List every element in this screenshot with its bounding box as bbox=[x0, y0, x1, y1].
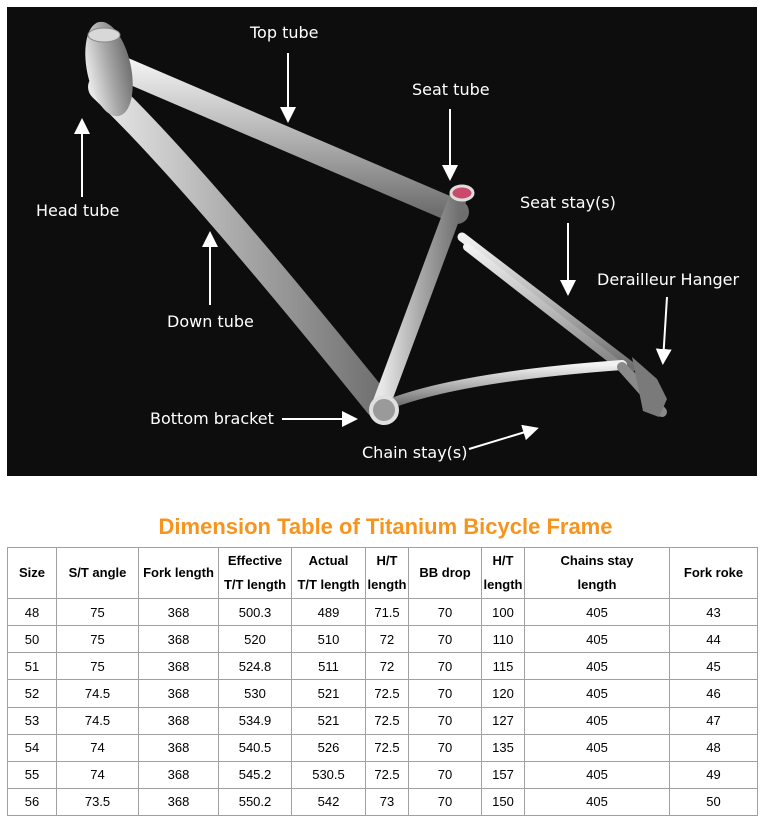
table-cell: 74 bbox=[57, 761, 139, 788]
table-cell: 368 bbox=[139, 761, 219, 788]
table-cell: 46 bbox=[670, 680, 758, 707]
table-cell: 127 bbox=[482, 707, 525, 734]
column-header-line: S/T angle bbox=[68, 565, 127, 580]
column-header-line: T/T length bbox=[223, 577, 287, 592]
column-header-line: Chains stay bbox=[560, 553, 634, 568]
table-cell: 115 bbox=[482, 653, 525, 680]
table-cell: 405 bbox=[525, 653, 670, 680]
table-body bbox=[8, 599, 758, 816]
table-cell: 47 bbox=[670, 707, 758, 734]
table-cell: 51 bbox=[8, 653, 57, 680]
titanium-frame-illustration bbox=[7, 7, 757, 476]
table-cell: 489 bbox=[292, 599, 366, 626]
label-seat-stays: Seat stay(s) bbox=[520, 193, 616, 212]
table-cell: 540.5 bbox=[219, 734, 292, 761]
seat-stay bbox=[462, 237, 632, 367]
table-row bbox=[8, 707, 758, 734]
table-cell: 70 bbox=[409, 680, 482, 707]
table-row bbox=[8, 680, 758, 707]
table-cell: 70 bbox=[409, 761, 482, 788]
table-cell: 534.9 bbox=[219, 707, 292, 734]
chain-stay-arrow bbox=[469, 429, 535, 449]
table-cell: 368 bbox=[139, 734, 219, 761]
table-cell: 70 bbox=[409, 599, 482, 626]
table-row bbox=[8, 761, 758, 788]
column-header bbox=[670, 548, 758, 599]
table-cell: 545.2 bbox=[219, 761, 292, 788]
table-cell: 74.5 bbox=[57, 707, 139, 734]
table-cell: 74 bbox=[57, 734, 139, 761]
table-row bbox=[8, 626, 758, 653]
label-seat-tube: Seat tube bbox=[412, 80, 490, 99]
table-cell: 72.5 bbox=[366, 761, 409, 788]
table-row bbox=[8, 788, 758, 815]
table-cell: 150 bbox=[482, 788, 525, 815]
column-header-line: H/T bbox=[376, 553, 398, 568]
dimension-table bbox=[7, 547, 758, 816]
table-cell: 405 bbox=[525, 788, 670, 815]
table-cell: 405 bbox=[525, 599, 670, 626]
table-cell: 530 bbox=[219, 680, 292, 707]
label-chain-stays: Chain stay(s) bbox=[362, 443, 468, 462]
table-row bbox=[8, 653, 758, 680]
table-cell: 550.2 bbox=[219, 788, 292, 815]
table-cell: 110 bbox=[482, 626, 525, 653]
table-row bbox=[8, 599, 758, 626]
table-cell: 53 bbox=[8, 707, 57, 734]
table-cell: 54 bbox=[8, 734, 57, 761]
table-cell: 48 bbox=[8, 599, 57, 626]
seat-tube-collar bbox=[451, 186, 473, 200]
table-cell: 520 bbox=[219, 626, 292, 653]
column-header bbox=[292, 548, 366, 599]
table-cell: 70 bbox=[409, 626, 482, 653]
column-header bbox=[409, 548, 482, 599]
table-cell: 72 bbox=[366, 626, 409, 653]
table-cell: 71.5 bbox=[366, 599, 409, 626]
table-cell: 405 bbox=[525, 761, 670, 788]
table-cell: 157 bbox=[482, 761, 525, 788]
column-header-line: Size bbox=[18, 565, 45, 580]
column-header bbox=[8, 548, 57, 599]
table-cell: 405 bbox=[525, 680, 670, 707]
table-cell: 530.5 bbox=[292, 761, 366, 788]
table-header-row bbox=[8, 548, 758, 599]
table-cell: 70 bbox=[409, 734, 482, 761]
table-cell: 100 bbox=[482, 599, 525, 626]
column-header bbox=[219, 548, 292, 599]
table-cell: 368 bbox=[139, 599, 219, 626]
column-header-line: length bbox=[367, 577, 407, 592]
frame bbox=[102, 62, 662, 412]
table-cell: 368 bbox=[139, 707, 219, 734]
table-cell: 511 bbox=[292, 653, 366, 680]
column-header bbox=[525, 548, 670, 599]
table-cell: 52 bbox=[8, 680, 57, 707]
table-cell: 500.3 bbox=[219, 599, 292, 626]
table-cell: 70 bbox=[409, 653, 482, 680]
column-header-line: T/T length bbox=[297, 577, 360, 592]
table-cell: 72.5 bbox=[366, 707, 409, 734]
table-cell: 74.5 bbox=[57, 680, 139, 707]
table-cell: 73 bbox=[366, 788, 409, 815]
column-header-line: H/T bbox=[492, 553, 514, 568]
label-down-tube: Down tube bbox=[167, 312, 254, 331]
label-bottom-bracket: Bottom bracket bbox=[150, 409, 274, 428]
table-cell: 50 bbox=[670, 788, 758, 815]
table-cell: 542 bbox=[292, 788, 366, 815]
table-cell: 368 bbox=[139, 788, 219, 815]
table-cell: 55 bbox=[8, 761, 57, 788]
table-cell: 75 bbox=[57, 599, 139, 626]
table-cell: 405 bbox=[525, 707, 670, 734]
table-cell: 521 bbox=[292, 707, 366, 734]
column-header bbox=[57, 548, 139, 599]
table-cell: 521 bbox=[292, 680, 366, 707]
label-head-tube: Head tube bbox=[36, 201, 120, 220]
table-title: Dimension Table of Titanium Bicycle Frame bbox=[158, 514, 613, 539]
column-header bbox=[482, 548, 525, 599]
table-cell: 70 bbox=[409, 788, 482, 815]
table-cell: 49 bbox=[670, 761, 758, 788]
table-cell: 368 bbox=[139, 626, 219, 653]
table-cell: 50 bbox=[8, 626, 57, 653]
bottom-bracket-shell bbox=[371, 397, 397, 423]
table-cell: 75 bbox=[57, 653, 139, 680]
column-header-line: Effective bbox=[227, 553, 283, 568]
table-cell: 43 bbox=[670, 599, 758, 626]
frame-photo bbox=[7, 7, 757, 476]
table-cell: 70 bbox=[409, 707, 482, 734]
column-header-line: BB drop bbox=[419, 565, 471, 580]
table-cell: 368 bbox=[139, 680, 219, 707]
column-header bbox=[139, 548, 219, 599]
table-cell: 524.8 bbox=[219, 653, 292, 680]
table-cell: 72.5 bbox=[366, 734, 409, 761]
table-cell: 75 bbox=[57, 626, 139, 653]
table-cell: 48 bbox=[670, 734, 758, 761]
column-header-line: Fork length bbox=[143, 565, 214, 580]
table-cell: 405 bbox=[525, 734, 670, 761]
table-cell: 510 bbox=[292, 626, 366, 653]
column-header-line: length bbox=[483, 577, 523, 592]
table-cell: 72.5 bbox=[366, 680, 409, 707]
down-tube bbox=[102, 87, 379, 405]
column-header-line: Actual bbox=[308, 553, 349, 568]
derailleur-hanger-arrow bbox=[663, 297, 667, 361]
column-header bbox=[366, 548, 409, 599]
column-header-line: Fork roke bbox=[683, 565, 744, 580]
table-cell: 526 bbox=[292, 734, 366, 761]
label-top-tube: Top tube bbox=[250, 23, 319, 42]
chain-stay-upper bbox=[387, 365, 622, 405]
table-cell: 72 bbox=[366, 653, 409, 680]
seat-tube bbox=[382, 195, 459, 402]
table-cell: 120 bbox=[482, 680, 525, 707]
table-cell: 44 bbox=[670, 626, 758, 653]
table-cell: 405 bbox=[525, 626, 670, 653]
label-derailleur-hanger: Derailleur Hanger bbox=[597, 270, 740, 289]
table-cell: 368 bbox=[139, 653, 219, 680]
table-cell: 73.5 bbox=[57, 788, 139, 815]
table-cell: 135 bbox=[482, 734, 525, 761]
head-tube-top bbox=[88, 28, 120, 42]
column-header-line: length bbox=[577, 577, 617, 592]
table-cell: 45 bbox=[670, 653, 758, 680]
table-cell: 56 bbox=[8, 788, 57, 815]
table-row bbox=[8, 734, 758, 761]
